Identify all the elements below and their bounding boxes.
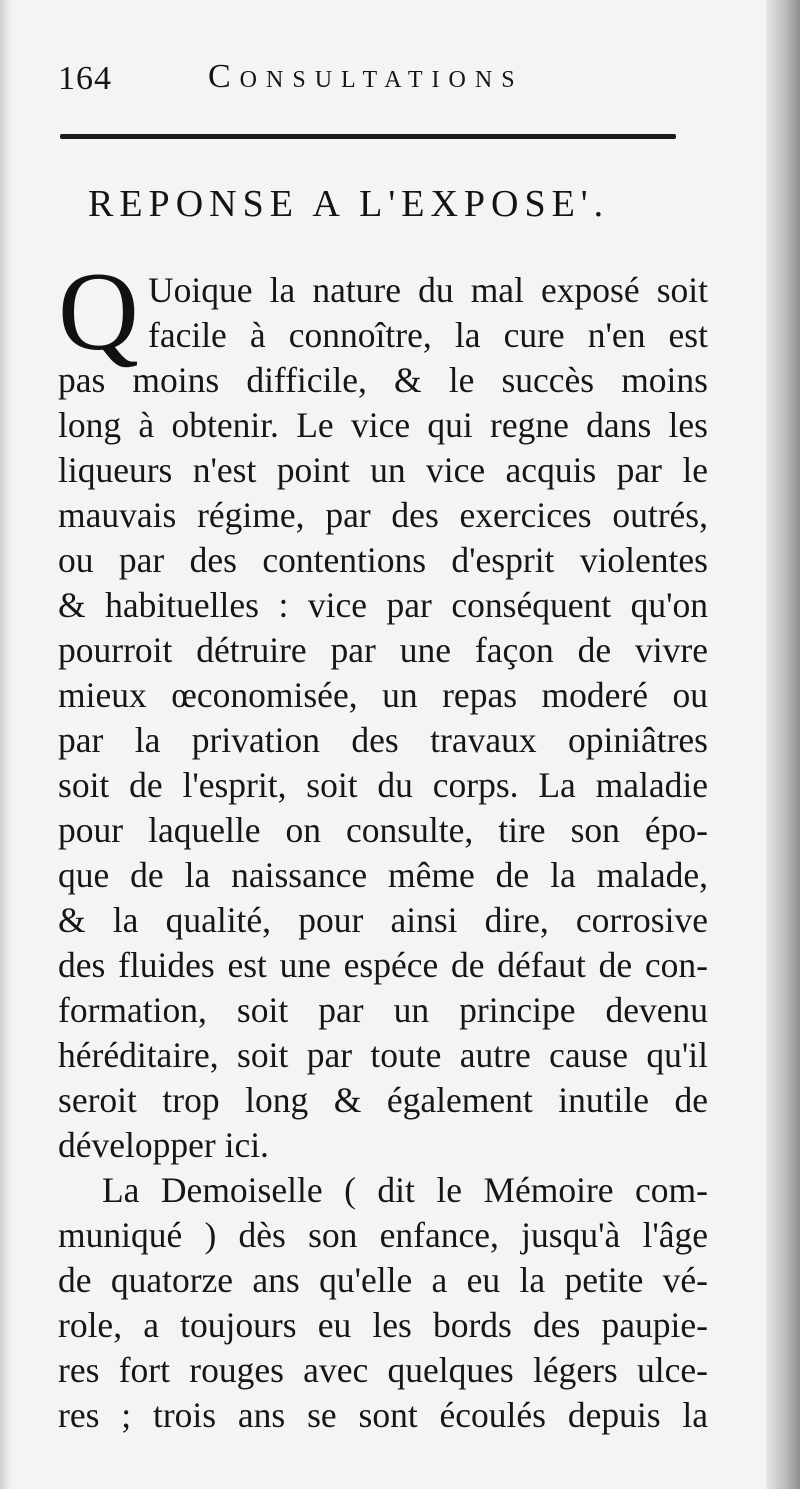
text-line: res ; trois ans se sont écoulés depuis la [58,1395,708,1435]
text-line: liqueurs n'est point un vice acquis par le [58,450,708,490]
text-line: role, a toujours eu les bords des paupie- [58,1305,708,1345]
text-line: développer ici. [58,1125,269,1165]
text-line: ou par des contentions d'esprit violentes [58,540,708,580]
text-line: mieux œconomisée, un repas moderé ou [58,675,708,715]
text-line: soit de l'esprit, soit du corps. La maladie [58,765,708,805]
text-line: par la privation des travaux opiniâtres [58,720,708,760]
text-line: pourroit détruire par une façon de vivre [58,630,708,670]
text-line: long à obtenir. Le vice qui regne dans les [58,405,708,445]
page-gutter-shadow [766,0,800,1489]
page-header [58,58,678,108]
text-line: de quatorze ans qu'elle a eu la petite vé- [58,1260,708,1300]
text-line: muniqué ) dès son enfance, jusqu'à l'âge [58,1215,708,1255]
text-line: que de la naissance même de la malade, [58,855,708,895]
page-left-shadow [0,0,12,1489]
text-line: des fluides est une espéce de défaut de con- [58,945,708,985]
text-line: formation, soit par un principe devenu [58,990,708,1030]
text-line: & habituelles : vice par conséquent qu'on [58,585,708,625]
text-line: facile à connoître, la cure n'en est [148,315,708,355]
text-line: Uoique la nature du mal exposé soit [148,270,708,310]
running-head: Consultations [208,58,524,95]
text-line: mauvais régime, par des exercices outrés, [58,495,708,535]
text-line: héréditaire, soit par toute autre cause qu'il [58,1035,708,1075]
drop-cap: Q [58,250,139,374]
text-line: res fort rouges avec quelques légers ulce- [58,1350,708,1390]
text-line: seroit trop long & également inutile de [58,1080,708,1120]
header-rule [60,134,676,139]
text-line: La Demoiselle ( dit le Mémoire com- [102,1170,708,1210]
page-number: 164 [58,60,112,97]
text-line: & la qualité, pour ainsi dire, corrosive [58,900,708,940]
section-title: REPONSE A L'EXPOSE'. [88,183,610,225]
text-line: pas moins difficile, & le succès moins [58,360,708,400]
text-line: pour laquelle on consulte, tire son épo- [58,810,708,850]
